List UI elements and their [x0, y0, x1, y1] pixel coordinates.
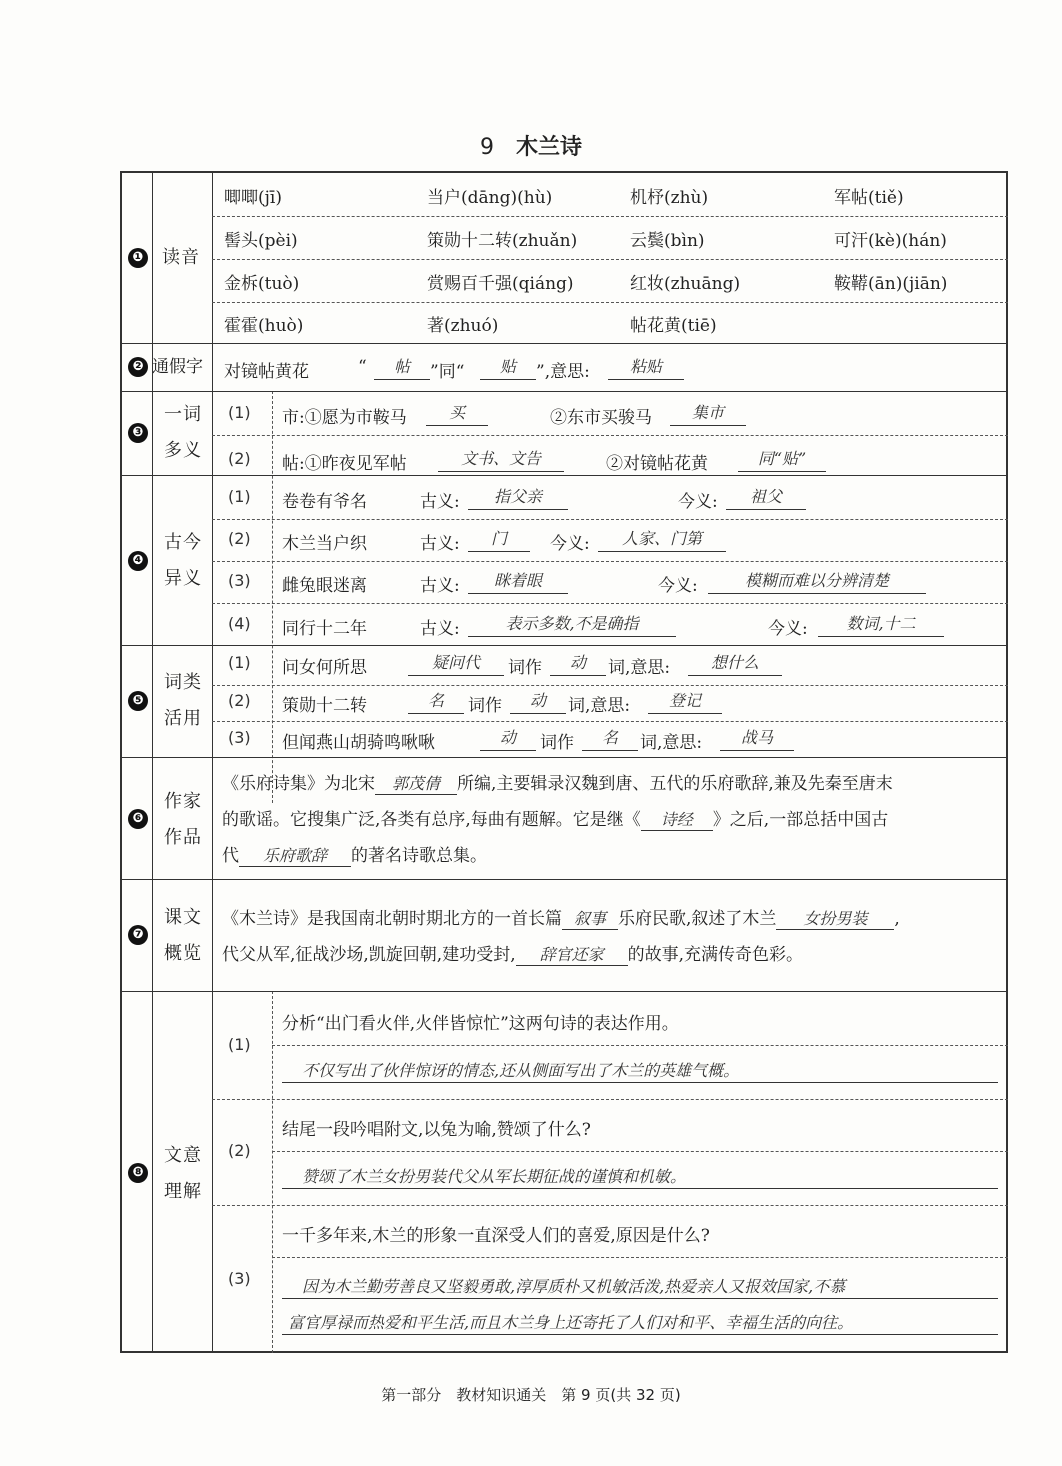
text-span: 所编,主要辑录汉魏到唐、五代的乐府歌辞,兼及先秦至唐末: [457, 774, 893, 794]
section-7-label: 课文: [164, 907, 202, 928]
ancient-meaning-label: 古义:: [420, 534, 460, 554]
row-line: [212, 721, 1008, 722]
answer-blank: 名: [582, 728, 638, 751]
item-number: (3): [228, 728, 251, 747]
row-line: [212, 603, 1008, 604]
tongjia-phrase: 对镜帖黄花: [224, 362, 309, 382]
usage-phrase: 但闻燕山胡骑鸣啾啾: [282, 733, 435, 753]
item-number: (1): [228, 653, 251, 672]
modern-meaning-label: 今义:: [658, 576, 698, 596]
item-number: (2): [228, 449, 251, 468]
section-line: [122, 343, 1008, 344]
answer-blank: 集市: [670, 403, 746, 426]
text-span: 代: [222, 846, 239, 866]
item-number: (2): [228, 529, 251, 548]
page-title: [0, 130, 1062, 161]
section-5-label: 词类: [164, 672, 202, 693]
answer-blank: 粘贴: [608, 357, 684, 380]
text-span: 的故事,充满传奇色彩。: [627, 945, 804, 965]
text-span: 的著名诗歌总集。: [351, 846, 487, 866]
section-4-label: 异义: [164, 568, 202, 589]
pinyin-item: 策勋十二转(zhuǎn): [427, 231, 578, 251]
answer-blank: 买: [426, 403, 488, 426]
section-7-icon: ❼: [128, 925, 148, 945]
ancient-phrase: 木兰当户织: [282, 534, 367, 554]
answer-blank: 动: [480, 728, 536, 751]
item-number: (2): [228, 691, 251, 710]
pinyin-item: 金柝(tuò): [224, 274, 300, 294]
item-number: (1): [228, 1035, 251, 1054]
answer-blank: 文书、文告: [438, 449, 564, 472]
text-span: 的歌谣。它搜集广泛,各类有总序,每曲有题解。它是继《: [222, 810, 641, 830]
answer-blank: 郭茂倩: [375, 774, 457, 795]
polysemy-phrase: 市:①愿为市鞍马: [282, 408, 407, 428]
answer-blank: 祖父: [726, 487, 806, 510]
lesson-name: 木兰诗: [515, 135, 582, 160]
ancient-phrase: 同行十二年: [282, 619, 367, 639]
quote-mark: ”同“: [430, 362, 465, 382]
row-line: [212, 561, 1008, 562]
answer-blank: 数词,十二: [818, 614, 944, 637]
section-4-icon: ❹: [128, 551, 148, 571]
answer-blank: 女扮男装: [776, 909, 894, 930]
modern-meaning-label: 今义:: [550, 534, 590, 554]
pinyin-item: 云鬓(bìn): [630, 231, 705, 251]
section-5-icon: ❺: [128, 691, 148, 711]
ancient-phrase: 雌兔眼迷离: [282, 576, 367, 596]
text-span: ,: [894, 909, 900, 929]
knowledge-table: [120, 171, 1008, 1353]
ancient-meaning-label: 古义:: [420, 619, 460, 639]
answer-blank: 动: [510, 691, 566, 714]
row-line: [272, 1045, 1008, 1046]
section-8-label: 理解: [164, 1181, 202, 1202]
section-line: [122, 757, 1008, 758]
section-7-label: 概览: [164, 943, 202, 964]
quote-mark: “: [358, 357, 367, 377]
answer-blank: 人家、门第: [598, 529, 726, 552]
comprehension-question: 分析“出门看火伴,火伴皆惊忙”这两句诗的表达作用。: [282, 1014, 679, 1034]
section-line: [122, 475, 1008, 476]
pinyin-item: 鞍鞯(ān)(jiān): [834, 274, 948, 294]
pinyin-item: 著(zhuó): [427, 316, 499, 336]
polysemy-phrase: 帖:①昨夜见军帖: [282, 454, 407, 474]
section-6-label: 作品: [164, 827, 202, 848]
usage-label: 词,意思:: [568, 696, 631, 716]
answer-blank: 诗经: [641, 810, 713, 831]
section-2-icon: ❷: [128, 357, 148, 377]
answer-blank: 乐府歌辞: [239, 846, 351, 867]
pinyin-item: 赏赐百千强(qiáng): [427, 274, 574, 294]
pinyin-item: 红妆(zhuāng): [630, 274, 741, 294]
usage-label: 词作: [540, 733, 574, 753]
pinyin-item: 军帖(tiě): [834, 188, 904, 208]
answer-blank: 登记: [648, 691, 722, 714]
text-span: 《乐府诗集》为北宋: [222, 774, 375, 794]
answer-blank: 帖: [374, 357, 430, 380]
section-3-label: 一词: [164, 404, 202, 425]
item-number: (3): [228, 1269, 251, 1288]
answer-line: 赞颂了木兰女扮男装代父从军长期征战的谨慎和机敏。: [282, 1167, 998, 1189]
usage-label: 词作: [508, 658, 542, 678]
text-overview-paragraph: [222, 901, 1004, 973]
answer-blank: 动: [550, 653, 606, 676]
polysemy-phrase: ②东市买骏马: [550, 408, 652, 428]
answer-blank: 指父亲: [468, 487, 568, 510]
pinyin-item: 髻头(pèi): [224, 231, 298, 251]
lesson-number: 9: [479, 135, 494, 160]
item-number: (2): [228, 1141, 251, 1160]
section-line: [122, 879, 1008, 880]
answer-blank: 叙事: [562, 909, 618, 930]
usage-phrase: 策勋十二转: [282, 696, 367, 716]
section-1-icon: ❶: [128, 248, 148, 268]
usage-phrase: 问女何所思: [282, 658, 367, 678]
answer-blank: 眯着眼: [468, 571, 568, 594]
answer-line: 不仅写出了伙伴惊讶的情态,还从侧面写出了木兰的英雄气概。: [282, 1061, 998, 1083]
pinyin-item: 当户(dāng)(hù): [427, 188, 553, 208]
row-line: [212, 519, 1008, 520]
answer-blank: 想什么: [688, 653, 782, 676]
item-number: (1): [228, 403, 251, 422]
answer-line: 富官厚禄而热爱和平生活,而且木兰身上还寄托了人们对和平、幸福生活的向往。: [282, 1313, 998, 1335]
section-3-icon: ❸: [128, 423, 148, 443]
number-column-divider: [272, 391, 273, 803]
usage-label: 词,意思:: [608, 658, 671, 678]
section-8-icon: ❽: [128, 1163, 148, 1183]
answer-blank: 表示多数,不是确指: [468, 614, 676, 637]
usage-label: 词,意思:: [640, 733, 703, 753]
section-4-label: 古今: [164, 532, 202, 553]
ancient-meaning-label: 古义:: [420, 576, 460, 596]
modern-meaning-label: 今义:: [768, 619, 808, 639]
ancient-meaning-label: 古义:: [420, 492, 460, 512]
section-5-label: 活用: [164, 708, 202, 729]
section-8-label: 文意: [164, 1145, 202, 1166]
page-footer: 第一部分 教材知识通关 第 9 页(共 32 页): [381, 1386, 681, 1404]
section-6-label: 作家: [164, 791, 202, 812]
pinyin-item: 帖花黄(tiē): [630, 316, 717, 336]
pinyin-item: 机杼(zhù): [630, 188, 709, 208]
answer-blank: 战马: [720, 728, 794, 751]
row-line: [212, 216, 1008, 217]
comprehension-question: 一千多年来,木兰的形象一直深受人们的喜爱,原因是什么?: [282, 1226, 710, 1246]
answer-blank: 辞官还家: [516, 945, 628, 966]
item-number: (1): [228, 487, 251, 506]
answer-blank: 模糊而难以分辨清楚: [708, 571, 926, 594]
row-line: [212, 685, 1008, 686]
author-work-paragraph: [222, 766, 1004, 874]
text-span: 《木兰诗》是我国南北朝时期北方的一首长篇: [222, 909, 562, 929]
section-1-label: 读音: [162, 247, 200, 268]
pinyin-item: 唧唧(jī): [224, 188, 282, 208]
item-number: (4): [228, 614, 251, 633]
answer-line: 因为木兰勤劳善良又坚毅勇敢,淳厚质朴又机敏活泼,热爱亲人又报效国家,不慕: [282, 1277, 998, 1299]
row-line: [212, 435, 1008, 436]
answer-blank: 同“贴”: [738, 449, 826, 472]
answer-blank: 门: [468, 529, 530, 552]
pinyin-item: 霍霍(huò): [224, 316, 304, 336]
comprehension-question: 结尾一段吟唱附文,以兔为喻,赞颂了什么?: [282, 1120, 591, 1140]
meaning-label: ”,意思:: [536, 362, 590, 382]
answer-blank: 疑问代: [408, 653, 504, 676]
item-number: (3): [228, 571, 251, 590]
answer-blank: 名: [408, 691, 464, 714]
polysemy-phrase: ②对镜帖花黄: [606, 454, 708, 474]
text-span: 》之后,一部总括中国古: [712, 810, 889, 830]
usage-label: 词作: [468, 696, 502, 716]
section-line: [122, 645, 1008, 646]
section-3-label: 多义: [164, 440, 202, 461]
row-line: [212, 1205, 1008, 1206]
row-line: [212, 259, 1008, 260]
row-line: [272, 1257, 1008, 1258]
text-span: 代父从军,征战沙场,凯旋回朝,建功受封,: [222, 945, 516, 965]
modern-meaning-label: 今义:: [678, 492, 718, 512]
ancient-phrase: 卷卷有爷名: [282, 492, 367, 512]
section-line: [122, 991, 1008, 992]
section-2-label: 通假字: [152, 357, 203, 377]
row-line: [272, 1151, 1008, 1152]
row-line: [212, 302, 1008, 303]
pinyin-item: 可汗(kè)(hán): [834, 231, 947, 251]
row-line: [212, 1099, 1008, 1100]
text-span: 乐府民歌,叙述了木兰: [618, 909, 777, 929]
section-line: [122, 391, 1008, 392]
answer-blank: 贴: [480, 357, 536, 380]
label-column-divider: [212, 173, 213, 1353]
section-6-icon: ❻: [128, 809, 148, 829]
